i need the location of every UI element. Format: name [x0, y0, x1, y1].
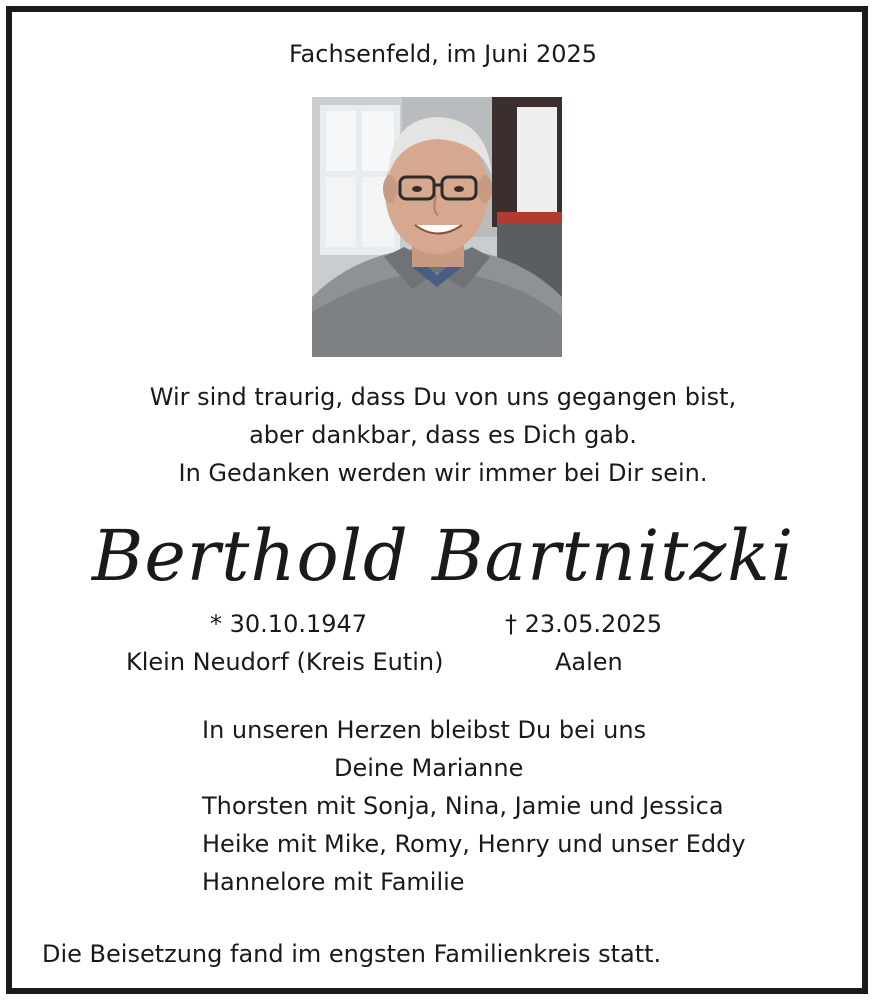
portrait-photo	[312, 97, 562, 357]
obituary-frame	[6, 6, 868, 994]
birth-place: Klein Neudorf (Kreis Eutin)	[126, 648, 444, 676]
deceased-name: Berthold Bartnitzki	[91, 515, 795, 597]
place-date: Fachsenfeld, im Juni 2025	[288, 40, 598, 68]
portrait-illustration	[312, 97, 562, 357]
death-date: † 23.05.2025	[505, 610, 663, 638]
quote-line-3: In Gedanken werden wir immer bei Dir sein.	[178, 459, 708, 487]
death-place: Aalen	[555, 648, 623, 676]
family-line-3: Thorsten mit Sonja, Nina, Jamie und Jessica	[202, 792, 724, 820]
quote-line-2: aber dankbar, dass es Dich gab.	[249, 421, 637, 449]
funeral-note: Die Beisetzung fand im engsten Familienkreis statt.	[42, 940, 662, 968]
family-line-5: Hannelore mit Familie	[202, 868, 465, 896]
family-line-1: In unseren Herzen bleibst Du bei uns	[202, 716, 647, 744]
family-line-4: Heike mit Mike, Romy, Henry und unser Eddy	[202, 830, 746, 858]
family-line-2: Deine Marianne	[334, 754, 524, 782]
quote-line-1: Wir sind traurig, dass Du von uns gegangen bist,	[149, 383, 737, 411]
birth-date: * 30.10.1947	[210, 610, 368, 638]
